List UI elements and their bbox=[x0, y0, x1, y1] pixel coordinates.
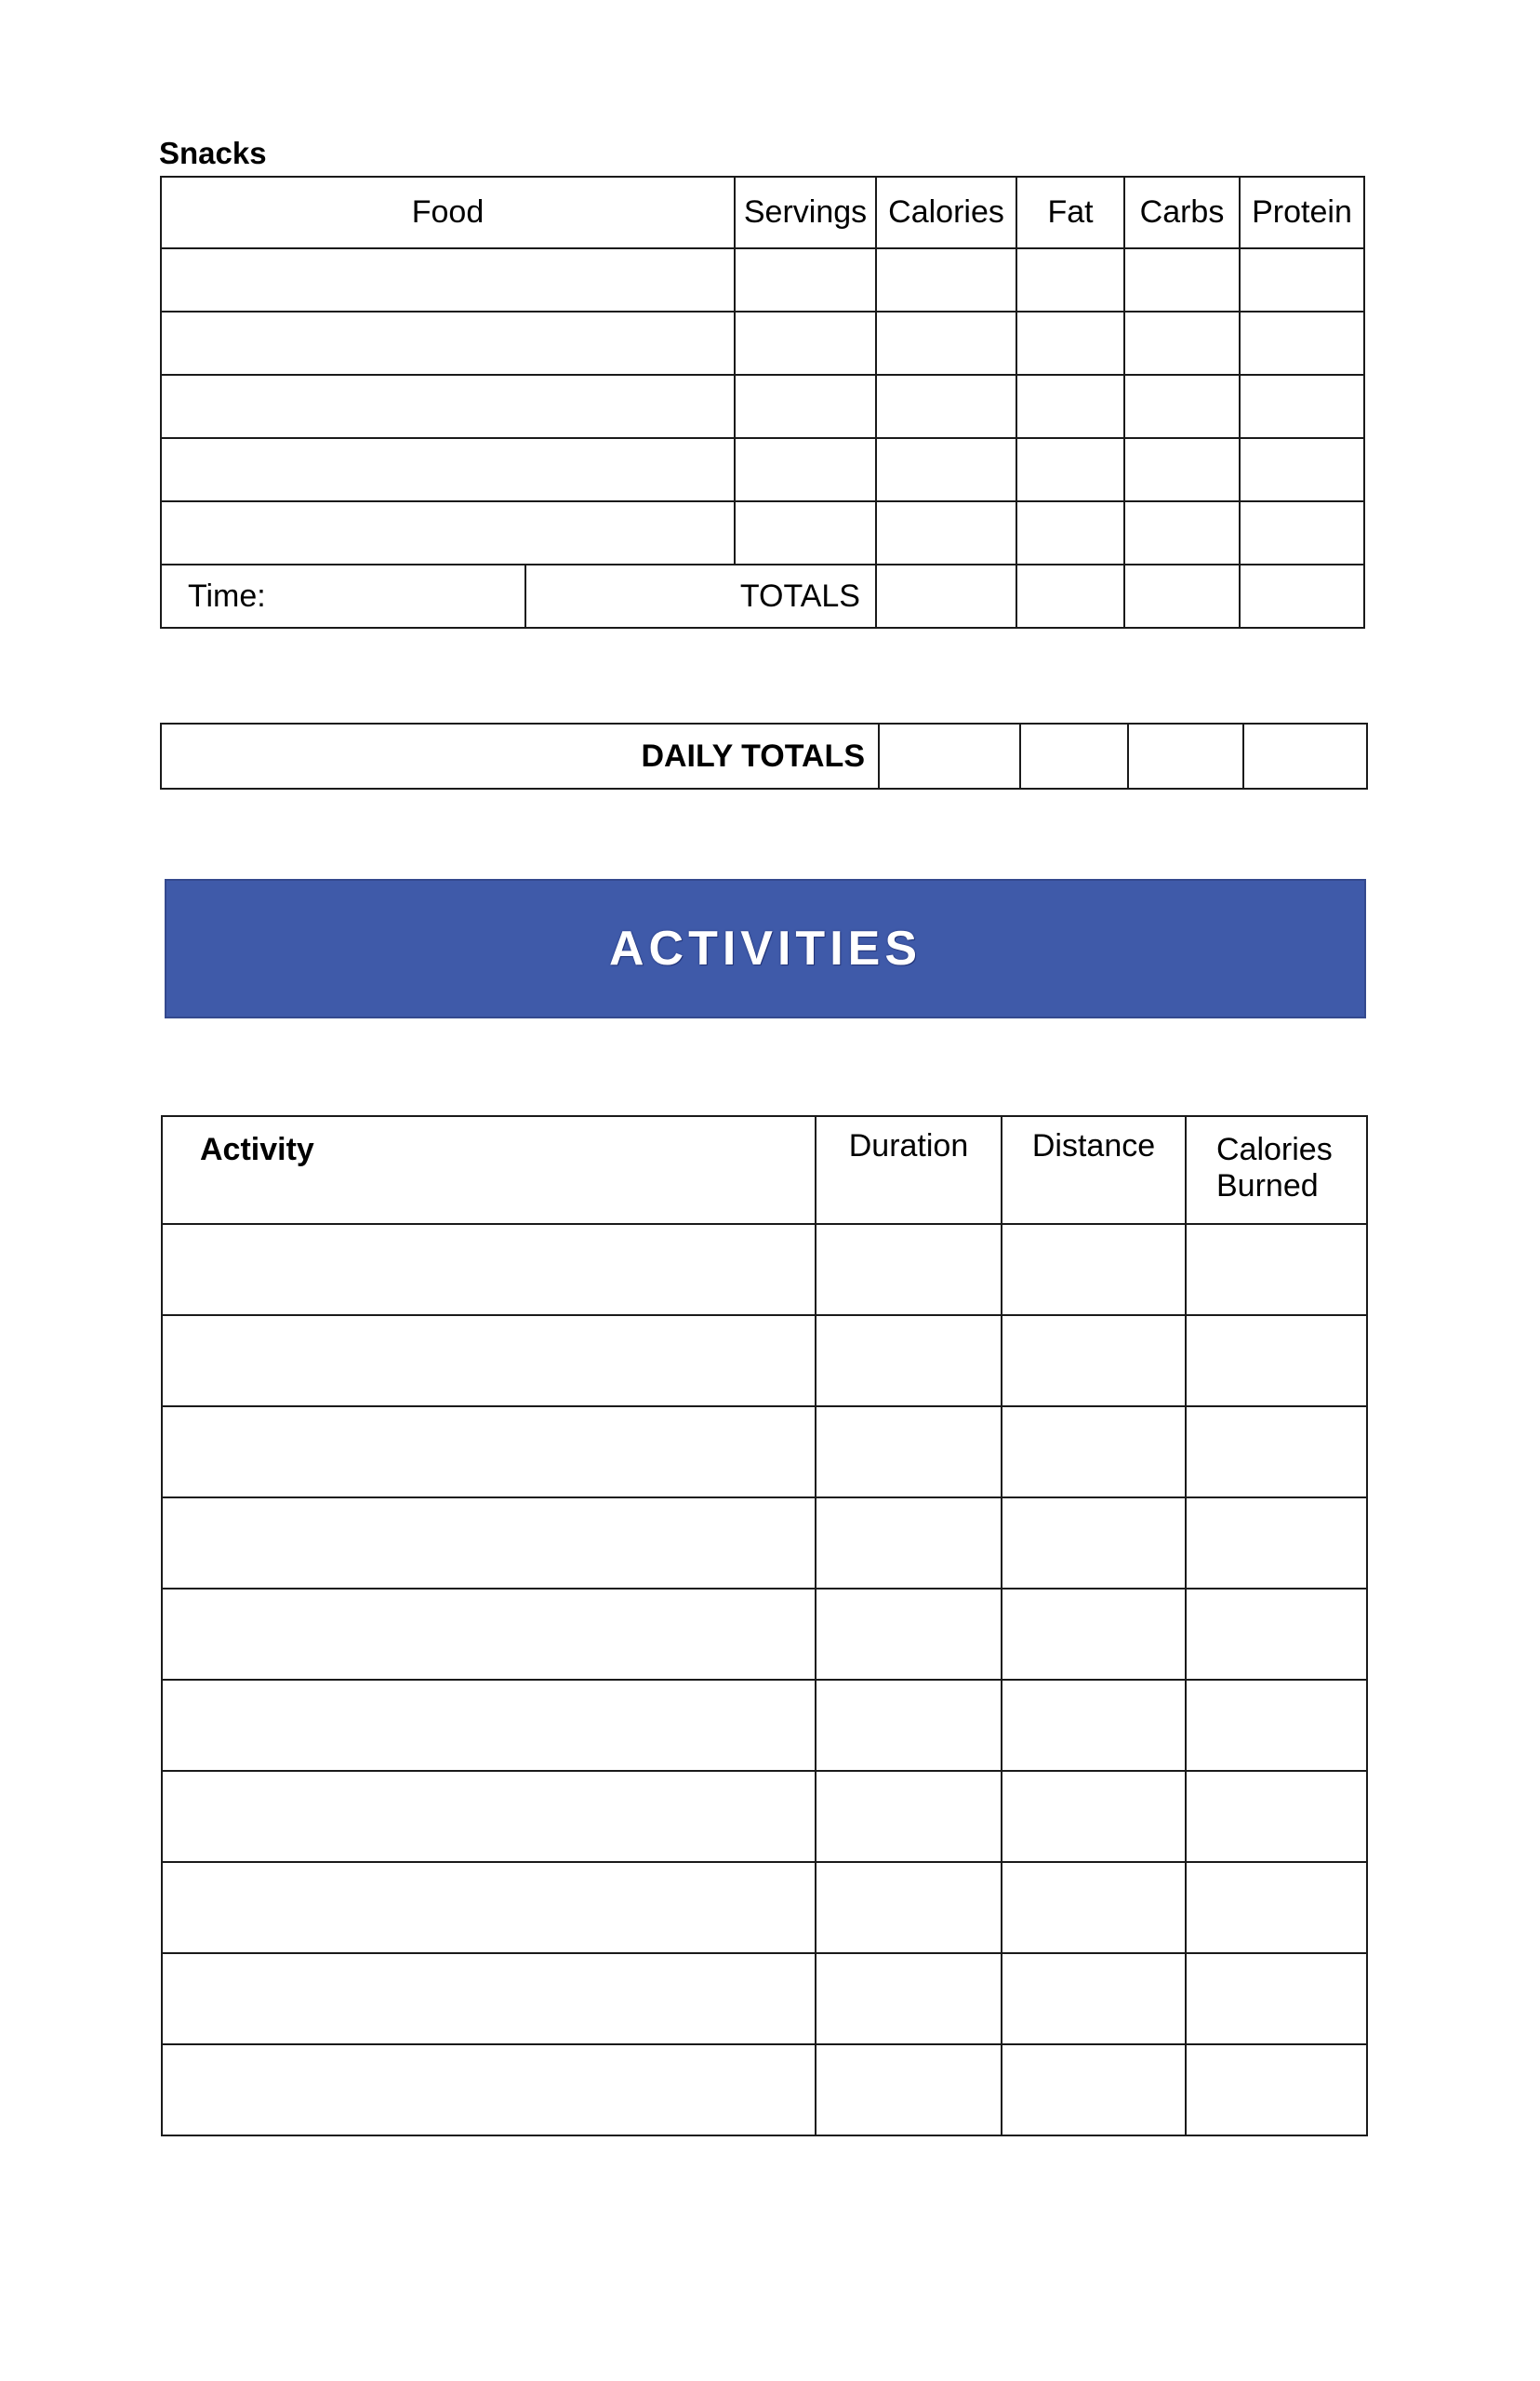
distance-cell[interactable] bbox=[1002, 1862, 1186, 1953]
table-row bbox=[161, 438, 1364, 501]
snacks-totals-row bbox=[161, 565, 1364, 628]
food-cell[interactable] bbox=[161, 501, 735, 565]
calories-burned-column-header bbox=[1186, 1116, 1367, 1224]
calories-cell[interactable] bbox=[876, 438, 1016, 501]
activity-cell[interactable] bbox=[162, 2044, 816, 2135]
duration-column-header: Duration bbox=[816, 1116, 1002, 1224]
calories-burned-cell[interactable] bbox=[1186, 1589, 1367, 1680]
food-column-header: Food bbox=[161, 177, 735, 248]
table-row bbox=[162, 1406, 1367, 1497]
calories-cell[interactable] bbox=[876, 501, 1016, 565]
carbs-cell[interactable] bbox=[1124, 312, 1240, 375]
table-row bbox=[161, 248, 1364, 312]
daily-protein-cell[interactable] bbox=[1243, 724, 1367, 789]
daily-totals-row bbox=[161, 724, 1367, 789]
activities-header-row bbox=[162, 1116, 1367, 1224]
fat-cell[interactable] bbox=[1016, 438, 1124, 501]
table-row bbox=[162, 1589, 1367, 1680]
protein-cell[interactable] bbox=[1240, 248, 1364, 312]
protein-column-header: Protein bbox=[1240, 177, 1364, 248]
carbs-cell[interactable] bbox=[1124, 438, 1240, 501]
carbs-cell[interactable] bbox=[1124, 248, 1240, 312]
distance-cell[interactable] bbox=[1002, 1406, 1186, 1497]
table-row bbox=[162, 1680, 1367, 1771]
duration-cell[interactable] bbox=[816, 1589, 1002, 1680]
duration-cell[interactable] bbox=[816, 1224, 1002, 1315]
activity-cell[interactable] bbox=[162, 1315, 816, 1406]
activity-cell[interactable] bbox=[162, 1589, 816, 1680]
distance-cell[interactable] bbox=[1002, 1497, 1186, 1589]
fat-cell[interactable] bbox=[1016, 248, 1124, 312]
calories-burned-line2: Burned bbox=[1216, 1168, 1319, 1204]
servings-cell[interactable] bbox=[735, 375, 876, 438]
distance-cell[interactable] bbox=[1002, 2044, 1186, 2135]
fat-cell[interactable] bbox=[1016, 375, 1124, 438]
snacks-header-row bbox=[161, 177, 1364, 248]
activity-cell[interactable] bbox=[162, 1771, 816, 1862]
calories-burned-cell[interactable] bbox=[1186, 1406, 1367, 1497]
food-cell[interactable] bbox=[161, 375, 735, 438]
totals-label: TOTALS bbox=[525, 565, 876, 628]
time-field[interactable]: Time: bbox=[161, 565, 525, 628]
table-row bbox=[161, 501, 1364, 565]
protein-cell[interactable] bbox=[1240, 312, 1364, 375]
distance-cell[interactable] bbox=[1002, 1589, 1186, 1680]
calories-burned-cell[interactable] bbox=[1186, 1497, 1367, 1589]
distance-cell[interactable] bbox=[1002, 1771, 1186, 1862]
duration-cell[interactable] bbox=[816, 1953, 1002, 2044]
servings-cell[interactable] bbox=[735, 501, 876, 565]
activity-cell[interactable] bbox=[162, 1862, 816, 1953]
protein-cell[interactable] bbox=[1240, 438, 1364, 501]
daily-totals-table bbox=[160, 723, 1368, 790]
fat-column-header: Fat bbox=[1016, 177, 1124, 248]
table-row bbox=[162, 2044, 1367, 2135]
activities-table bbox=[161, 1115, 1368, 2136]
daily-calories-cell[interactable] bbox=[879, 724, 1020, 789]
table-row bbox=[162, 1953, 1367, 2044]
snacks-table bbox=[160, 176, 1365, 629]
carbs-cell[interactable] bbox=[1124, 501, 1240, 565]
activities-banner-title: ACTIVITIES bbox=[608, 922, 923, 976]
total-fat-cell[interactable] bbox=[1016, 565, 1124, 628]
carbs-column-header: Carbs bbox=[1124, 177, 1240, 248]
total-calories-cell[interactable] bbox=[876, 565, 1016, 628]
activity-cell[interactable] bbox=[162, 1497, 816, 1589]
duration-cell[interactable] bbox=[816, 1862, 1002, 1953]
calories-burned-cell[interactable] bbox=[1186, 1862, 1367, 1953]
protein-cell[interactable] bbox=[1240, 501, 1364, 565]
daily-totals-label: DAILY TOTALS bbox=[161, 724, 879, 789]
distance-cell[interactable] bbox=[1002, 1224, 1186, 1315]
calories-burned-cell[interactable] bbox=[1186, 1680, 1367, 1771]
duration-cell[interactable] bbox=[816, 1771, 1002, 1862]
food-cell[interactable] bbox=[161, 438, 735, 501]
calories-cell[interactable] bbox=[876, 375, 1016, 438]
snacks-section-label: Snacks bbox=[159, 136, 267, 170]
table-row bbox=[162, 1224, 1367, 1315]
total-protein-cell[interactable] bbox=[1240, 565, 1364, 628]
calories-burned-cell[interactable] bbox=[1186, 1953, 1367, 2044]
servings-cell[interactable] bbox=[735, 248, 876, 312]
distance-cell[interactable] bbox=[1002, 1315, 1186, 1406]
total-carbs-cell[interactable] bbox=[1124, 565, 1240, 628]
duration-cell[interactable] bbox=[816, 1497, 1002, 1589]
activity-cell[interactable] bbox=[162, 1953, 816, 2044]
calories-burned-cell[interactable] bbox=[1186, 1315, 1367, 1406]
table-row bbox=[162, 1497, 1367, 1589]
duration-cell[interactable] bbox=[816, 1680, 1002, 1771]
servings-cell[interactable] bbox=[735, 438, 876, 501]
activity-cell[interactable] bbox=[162, 1224, 816, 1315]
table-row bbox=[161, 375, 1364, 438]
servings-cell[interactable] bbox=[735, 312, 876, 375]
table-row bbox=[162, 1862, 1367, 1953]
calories-burned-cell[interactable] bbox=[1186, 2044, 1367, 2135]
protein-cell[interactable] bbox=[1240, 375, 1364, 438]
calories-burned-cell[interactable] bbox=[1186, 1771, 1367, 1862]
table-row bbox=[161, 312, 1364, 375]
duration-cell[interactable] bbox=[816, 1315, 1002, 1406]
food-cell[interactable] bbox=[161, 248, 735, 312]
activities-banner bbox=[165, 879, 1366, 1018]
distance-column-header: Distance bbox=[1002, 1116, 1186, 1224]
daily-fat-cell[interactable] bbox=[1020, 724, 1128, 789]
servings-column-header: Servings bbox=[735, 177, 876, 248]
activity-cell[interactable] bbox=[162, 1406, 816, 1497]
calories-cell[interactable] bbox=[876, 312, 1016, 375]
calories-burned-line1: Calories bbox=[1216, 1132, 1333, 1167]
distance-cell[interactable] bbox=[1002, 1953, 1186, 2044]
duration-cell[interactable] bbox=[816, 1406, 1002, 1497]
table-row bbox=[162, 1771, 1367, 1862]
table-row bbox=[162, 1315, 1367, 1406]
daily-carbs-cell[interactable] bbox=[1128, 724, 1243, 789]
carbs-cell[interactable] bbox=[1124, 375, 1240, 438]
duration-cell[interactable] bbox=[816, 2044, 1002, 2135]
fat-cell[interactable] bbox=[1016, 501, 1124, 565]
fat-cell[interactable] bbox=[1016, 312, 1124, 375]
distance-cell[interactable] bbox=[1002, 1680, 1186, 1771]
food-cell[interactable] bbox=[161, 312, 735, 375]
calories-column-header: Calories bbox=[876, 177, 1016, 248]
activity-cell[interactable] bbox=[162, 1680, 816, 1771]
activity-column-header: Activity bbox=[162, 1116, 816, 1224]
calories-cell[interactable] bbox=[876, 248, 1016, 312]
calories-burned-cell[interactable] bbox=[1186, 1224, 1367, 1315]
